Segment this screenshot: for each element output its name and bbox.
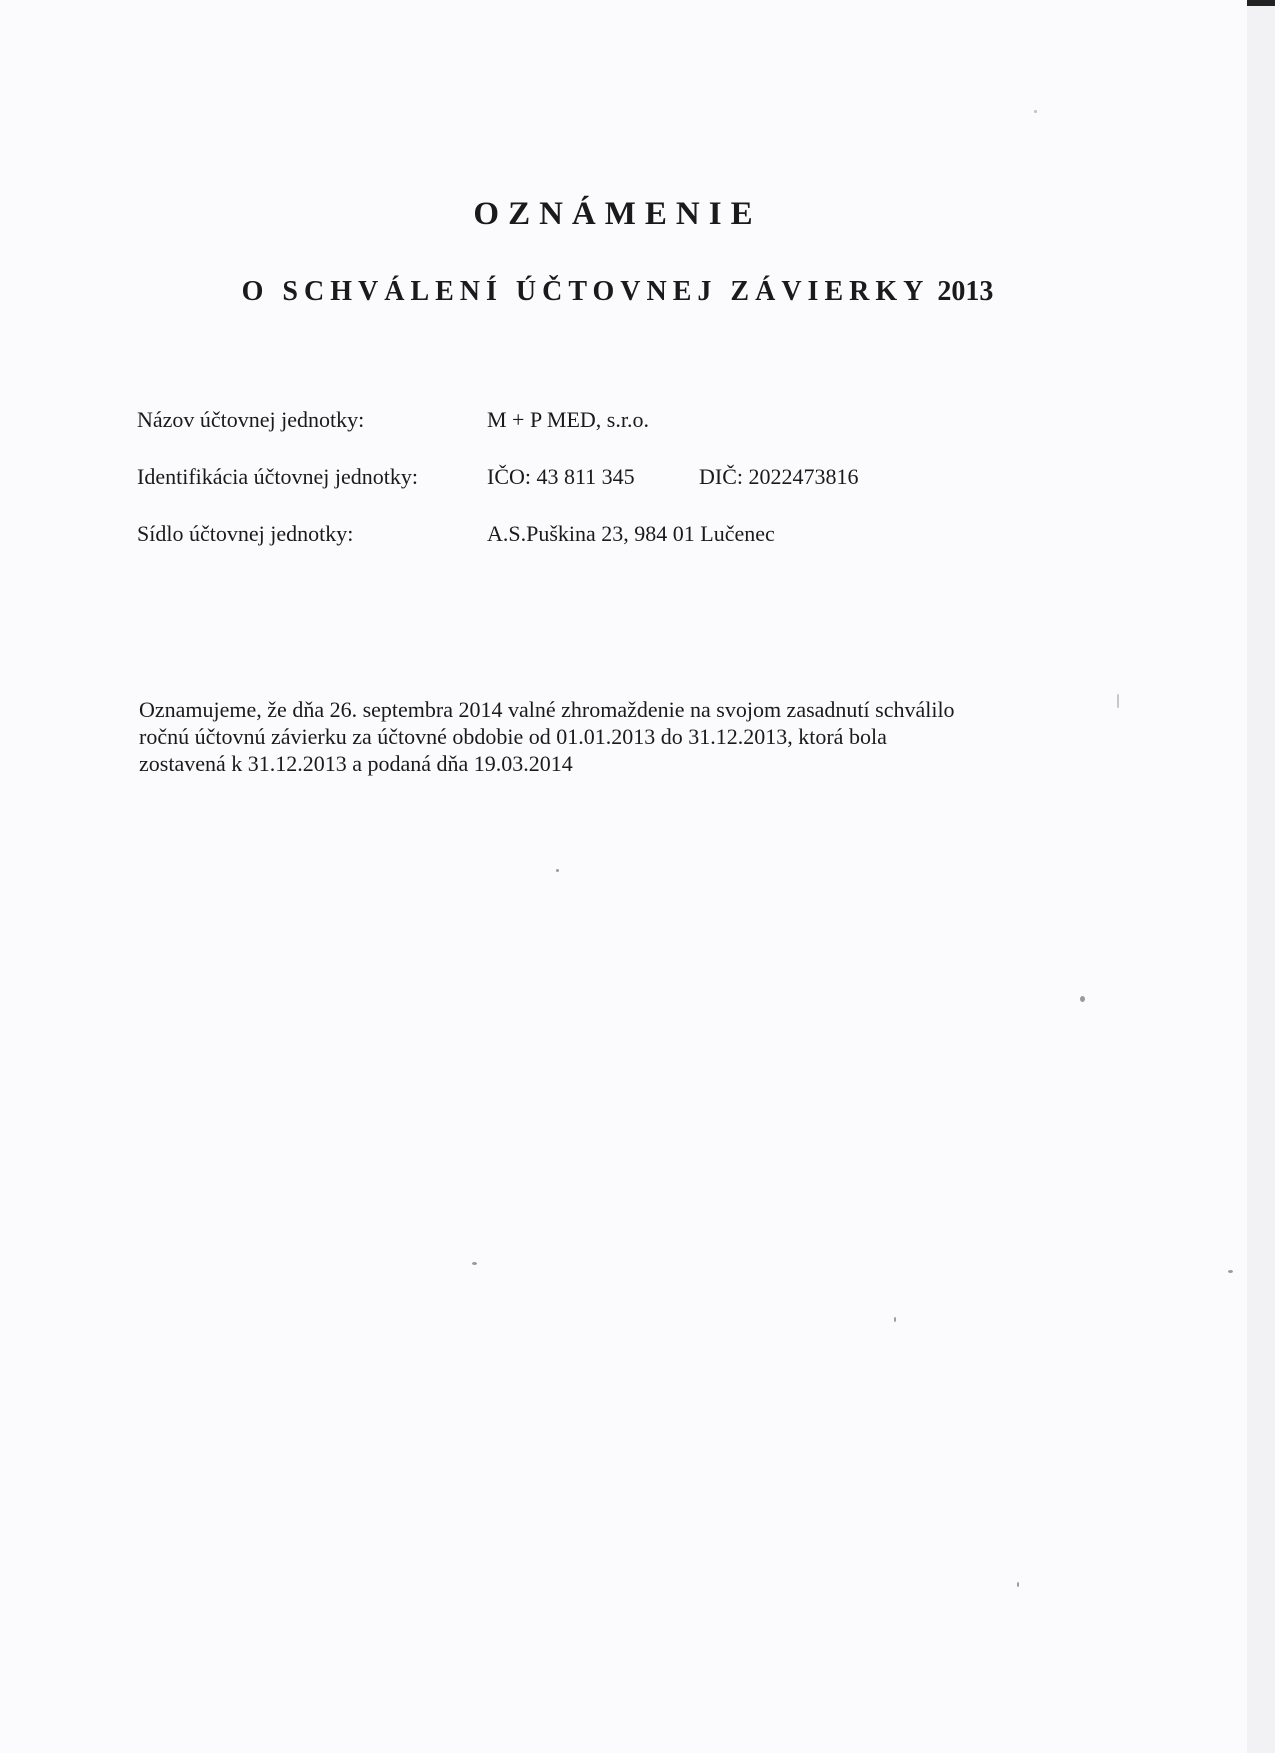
field-value-address: A.S.Puškina 23, 984 01 Lučenec — [487, 521, 775, 546]
paragraph-line: ročnú účtovnú závierku za účtovné obdobie od 01.01.2013 do 31.12.2013, ktorá bola — [139, 724, 887, 749]
scan-speck — [1117, 694, 1119, 708]
document-subtitle — [0, 276, 1235, 308]
field-value-dic: DIČ: 2022473816 — [699, 464, 859, 489]
field-label-name: Názov účtovnej jednotky: — [137, 407, 365, 432]
subtitle-text: O SCHVÁLENÍ ÚČTOVNEJ ZÁVIERKY — [241, 276, 930, 307]
paragraph-line: zostavená k 31.12.2013 a podaná dňa 19.03.2014 — [139, 751, 573, 776]
document-title: OZNÁMENIE — [473, 196, 762, 232]
scan-speck — [894, 1317, 896, 1322]
subtitle-year: 2013 — [937, 276, 994, 307]
field-label-identification: Identifikácia účtovnej jednotky: — [137, 464, 419, 489]
notice-paragraph — [139, 696, 1079, 777]
scan-corner-mark — [1247, 0, 1275, 6]
scan-speck — [1228, 1270, 1233, 1273]
field-value-name: M + P MED, s.r.o. — [487, 407, 649, 432]
scan-speck — [1080, 996, 1085, 1002]
field-value-ico: IČO: 43 811 345 — [487, 464, 635, 489]
scan-edge — [1247, 0, 1275, 1753]
scan-speck — [1034, 110, 1037, 113]
scan-speck — [472, 1262, 477, 1265]
paragraph-line: Oznamujeme, že dňa 26. septembra 2014 valné zhromaždenie na svojom zasadnutí schválilo — [139, 697, 955, 722]
scan-speck — [1017, 1582, 1019, 1587]
field-label-address: Sídlo účtovnej jednotky: — [137, 521, 354, 546]
scan-speck — [556, 869, 559, 872]
